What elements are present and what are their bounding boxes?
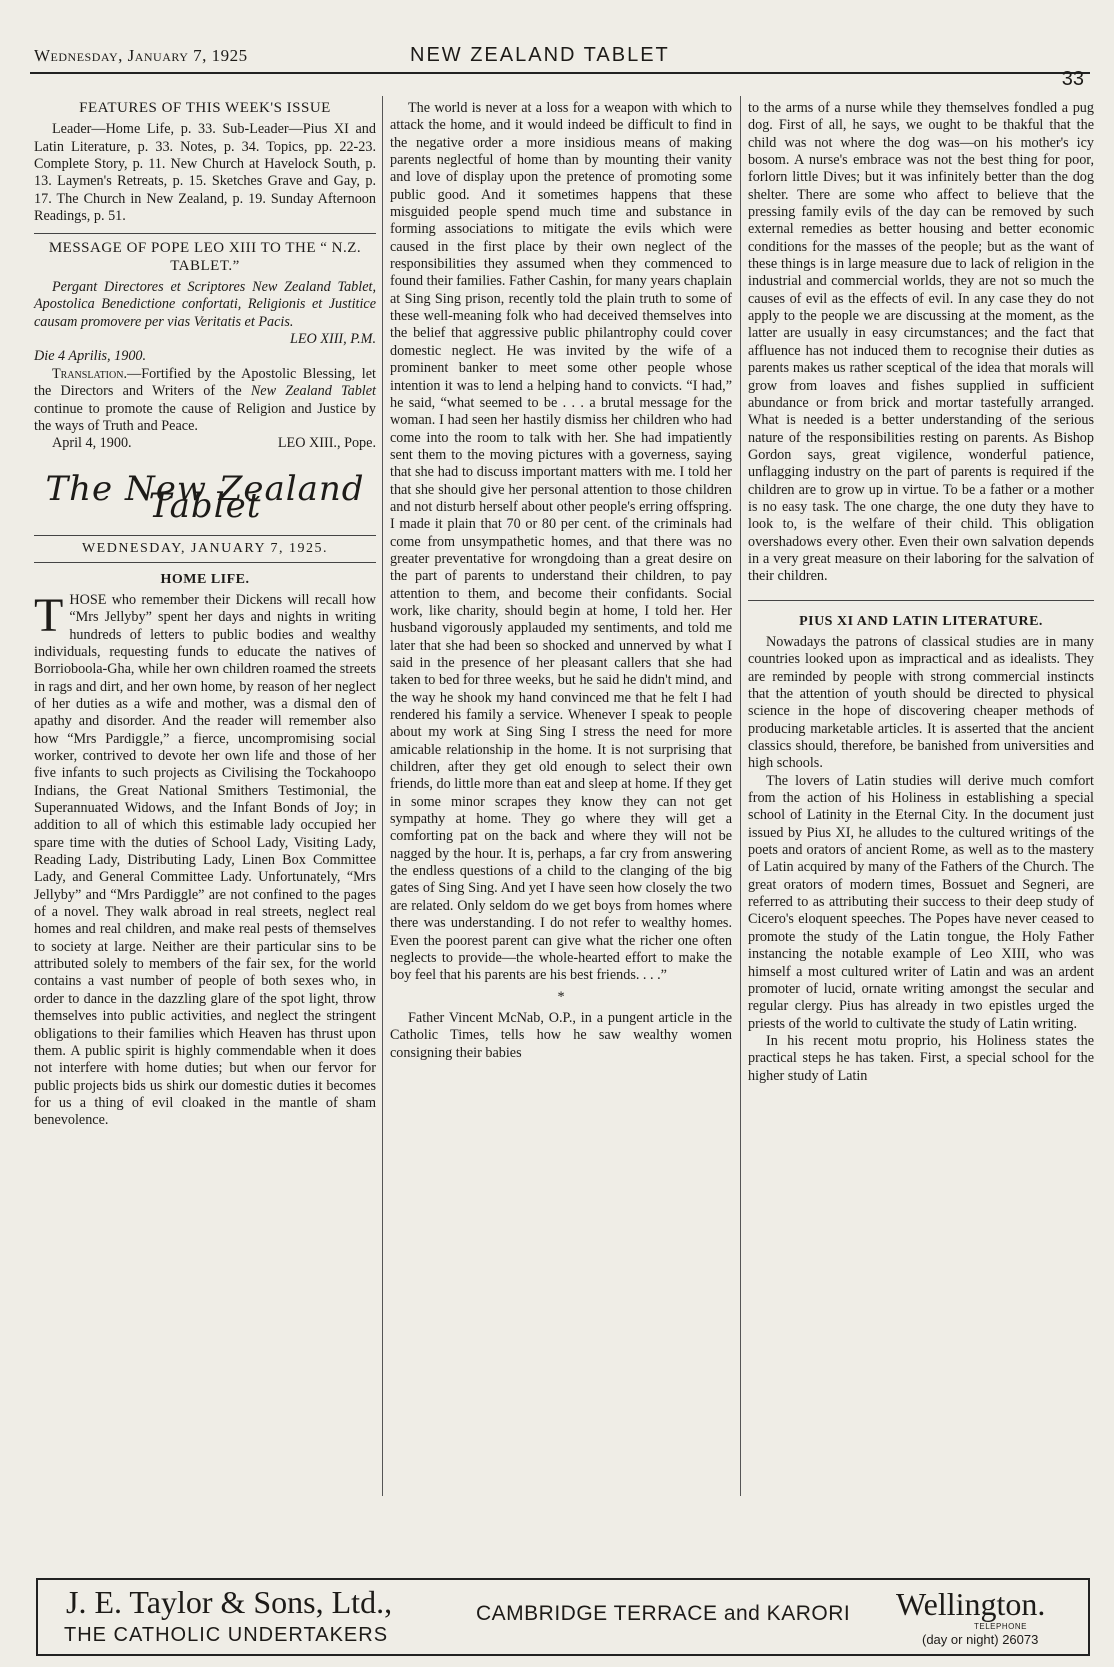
home-life-col1 xyxy=(34,588,376,1130)
divider xyxy=(34,233,376,234)
column-3 xyxy=(748,100,1094,1085)
translation-post: continue to promote the cause of Religion and Justice by the ways of Truth and Peace. xyxy=(34,400,376,434)
translation-label: Translation. xyxy=(52,365,127,382)
pius-paragraph-2: The lovers of Latin studies will derive much comfort from the action of his Holiness in establishing a special school of Latinity in the Eternal City. In the document just issued by Pius XI, he alludes to the cultured writings of the poets and orators of ancient Rome, as well as to the mastery of Latin acquired by many of the Fathers of the Church. The great orators of modern times, Bossuet and Segneri, are referred to as attributing their success to their deep study of Cicero's eloquent speeches. The Popes have never ceased to promote the study of the Latin tongue, the Holy Father instancing the notable example of Leo XIII, who was himself a most cultured writer of Latin and was an ardent promoter of lucid, ornate writing amongst the secular and regular clergy. Pius has already in two epistles urged the priests of the world to cultivate the study of Latin writing. xyxy=(748,772,1094,1032)
home-life-col3: to the arms of a nurse while they themselves fondled a pug dog. First of all, he says, we ought to be thakful that the child was not where the dog was—on his mother's icy bosom. A nurse's embrace was not the best thing for poor, forlorn little Dives; but it was infinitely better than the dog shelter. There are some who affect to believe that the pressing family evils of the day can be removed by such external remedies as better housing and better economic conditions for the masses of the people; but as the want of these things is in large measure due to lack of religion in the industrial and commercial worlds, they are not so much the causes of evil as the effects of evil. In any case they do not apply to the people we are discussing at the moment, as the latter are usually in easy circumstances; and the fact that affluence has not induced them to recognise their duties as parents makes us rather sceptical of the idea that morals will grow from loaves and fishes supplied in sufficient abundance or from brick and mortar tastefully arranged. What is needed is a better understanding of the serious nature of the responsibilities resting on parents. As Bishop Gordon says, great vigilence, wonderful patience, unflagging industry on the part of parents is required if the children are to grow up in virtue. To be a father or a mother is no easy task. The one charge, the one duty they have to look to, is the welfare of their child. This obligation overshadows every other. Even their own salvation depends in a very great measure on their laboring for the salvation of their children. xyxy=(748,100,1094,585)
ad-firm-name: J. E. Taylor & Sons, Ltd., xyxy=(66,1584,393,1620)
masthead-title: The New Zealand Tablet xyxy=(45,468,365,526)
column-rule-1 xyxy=(382,96,383,1496)
column-rule-2 xyxy=(740,96,741,1496)
page-number: 33 xyxy=(1061,68,1084,90)
ad-city: Wellington. xyxy=(896,1586,1046,1622)
pius-paragraph-1: Nowadays the patrons of classical studies are in many countries looked upon as impractical and as idealists. They are reminded by people with strong commercial instincts that the attention of youth should be directed to physical science in the hope of discovering cheaper methods of producing marketable articles. It is asserted that the ancient classics should, therefore, be banished from universities and high schools. xyxy=(748,633,1094,772)
pius-paragraph-3: In his recent motu proprio, his Holiness states the practical steps he has taken. First, a special school for the higher study of Latin xyxy=(748,1032,1094,1084)
divider xyxy=(748,600,1094,601)
ad-subtitle: THE CATHOLIC UNDERTAKERS xyxy=(64,1624,389,1646)
header-title: NEW ZEALAND TABLET xyxy=(410,44,670,66)
translation-title: New Zealand Tablet xyxy=(250,383,376,400)
features-heading: FEATURES OF THIS WEEK'S ISSUE xyxy=(79,100,331,116)
home-life-heading: HOME LIFE. xyxy=(160,571,250,587)
message-signature-en: LEO XIII., Pope. xyxy=(277,435,376,452)
page-header xyxy=(30,40,1090,90)
home-life-col2: The world is never at a loss for a weapon with which to attack the home, and it would indeed be difficult to find in the negative order a more insidious means of making parents neglectful of home than by mounting their vanity and love of display upon the pretence of promoting some public good. And it sometimes happens that these misguided people spend much time and substance in forming associations to mitigate the evils which were caused in the first place by their own neglect of the responsibilities they assumed when they commenced to found their families. Father Cashin, for many years chaplain at Sing Sing prison, recently told the plain truth to some of these well-meaning folk who had deceived themselves into the belief that aggressive public philantrophy could cover domestic neglect. He was invited by the wife of a prominent banker to meet some other people whose intention it was to lend a helping hand to convicts. “I had,” he said, “what seemed to be . . . a brutal message for the woman. I had seen her hastily dismiss her children who had come into the room to talk with her. She had impatiently sent them to the moving pictures with a governess, saying that she had to discuss important matters with me. I told her that she should give her personal attention to those children and not disturb herself about other people's erring offspring. I made it plain that 70 or 80 per cent. of the criminals had come from unsympathetic homes, and that there was no greater preventative for wrongdoing than a great desire on the part of parents to understand their children, to pay attention to them, and become their confidants. Social work, like charity, should begin at home, I told her. Her husband vigorously applauded my sentiments, and told me later that she had been so shocked and unnerved by what I said in the presence of her pleasant callers that she had taken to bed for three weeks, but he said he didn't mind, and the way he shook my hand convinced me that he felt I had rendered his family a service. Whenever I speak to people about my work at Sing Sing I stress the need for more amicable relationship in the home. It is not surprising that children, after they get old enough to select their own friends, do little more than eat and sleep at home. If they get in some minor scrapes they know they can not get sympathy at home. They go where they will get a comforting pat on the back and where they will not be nagged by the hour. It is, perhaps, a far cry from answering the endless questions of a child to the clanging of the big gates of Sing Sing. And yet I have seen how closely the two are related. Only seldom do we get boys from homes where there was understanding. I do not refer to wealthy homes. Even the poorest parent can give what the richer one often neglects to provide—the whole-hearted effort to make the boy feel that his parents are his best friends. . . .” xyxy=(390,100,732,984)
ad-telephone: (day or night) 26073 xyxy=(922,1632,1039,1647)
column-2 xyxy=(390,100,732,1062)
ad-telephone-label: TELEPHONE xyxy=(974,1622,1027,1631)
pius-heading: PIUS XI AND LATIN LITERATURE. xyxy=(799,613,1043,629)
message-latin: Pergant Directores et Scriptores New Zealand Tablet, Apostolica Benedictione confortati, Religionis et Justitice causam promovere per vias Veritatis et Pacis. xyxy=(34,279,376,330)
features-text: Leader—Home Life, p. 33. Sub-Leader—Pius XI and Latin Literature, p. 33. Notes, p. 34. Topics, pp. 22-23. Complete Story, p. 11. New Church at Havelock South, p. 13. Laymen's Retreats, p. 15. Sketches Grave and Gay, p. 17. The Church in New Zealand, p. 19. Sunday Afternoon Readings, p. 51. xyxy=(34,121,376,225)
undertaker-advertisement xyxy=(36,1578,1090,1656)
message-translation xyxy=(34,366,376,435)
ad-address: CAMBRIDGE TERRACE and KARORI xyxy=(476,1602,851,1625)
asterisk-separator: * xyxy=(557,988,565,1005)
message-signoff xyxy=(34,435,376,452)
message-date-latin: Die 4 Aprilis, 1900. xyxy=(34,348,147,365)
home-life-col2-b: Father Vincent McNab, O.P., in a pungent article in the Catholic Times, tells how he saw wealthy women consigning their babies xyxy=(390,1009,732,1061)
column-1 xyxy=(34,100,376,1130)
drop-cap: T xyxy=(34,588,64,642)
header-date: Wednesday, January 7, 1925 xyxy=(34,46,248,65)
message-date-en: April 4, 1900. xyxy=(52,435,132,452)
message-signature-latin: LEO XIII, P.M. xyxy=(289,331,376,348)
masthead-date: WEDNESDAY, JANUARY 7, 1925. xyxy=(34,535,376,562)
translation-pre: —Fortified by the Apostolic Blessing, let the Directors and Writers of the xyxy=(34,365,376,400)
home-life-col1-text: HOSE who remember their Dickens will recall how “Mrs Jellyby” spent her days and nights in writing hundreds of letters to public bodies and wealthy individuals, requesting funds to educate the natives of Borrioboola-Gha, while her own children roamed the streets in rags and dirt, and her own home, by reason of her neglect of her duties as a wife and mother, was a dismal den of apathy and disorder. And the reader will remember also how “Mrs Pardiggle,” a fierce, uncompromising social worker, contrived to devote her own life and those of her five infants to such projects as Civilising the Tockahoopo Indians, the Great National Smithers Testimonial, the Superannuated Widows, and the Infant Bonds of Joy; in addition to all of which this estimable lady occupied her spare time with the duties of School Lady, Visiting Lady, Reading Lady, Distributing Lady, Linen Box Committee Lady, and General Committee Lady. Unfortunately, “Mrs Jellyby” and “Mrs Pardiggle” are not confined to the pages of a novel. They walk abroad in real streets, neglect real homes and real children, and make real pests of themselves to society at large. Neither are their particular sins to be attributed solely to members of the fair sex, for the world contains a vast number of people of both sexes who, in order to dance in the dazzling glare of the spot light, throw themselves into public activities, and neglect the stringent obligations to their families which Heaven has thrust upon them. A public spirit is highly commendable when it does not interfere with home duties; but when our fervor for public projects bids us shirk our domestic duties it becomes for us a thing of evil cloaked in the mantle of sham benevolence. xyxy=(34,591,376,1129)
message-heading: MESSAGE OF POPE LEO XIII TO THE “ N.Z. TABLET.” xyxy=(48,240,362,274)
